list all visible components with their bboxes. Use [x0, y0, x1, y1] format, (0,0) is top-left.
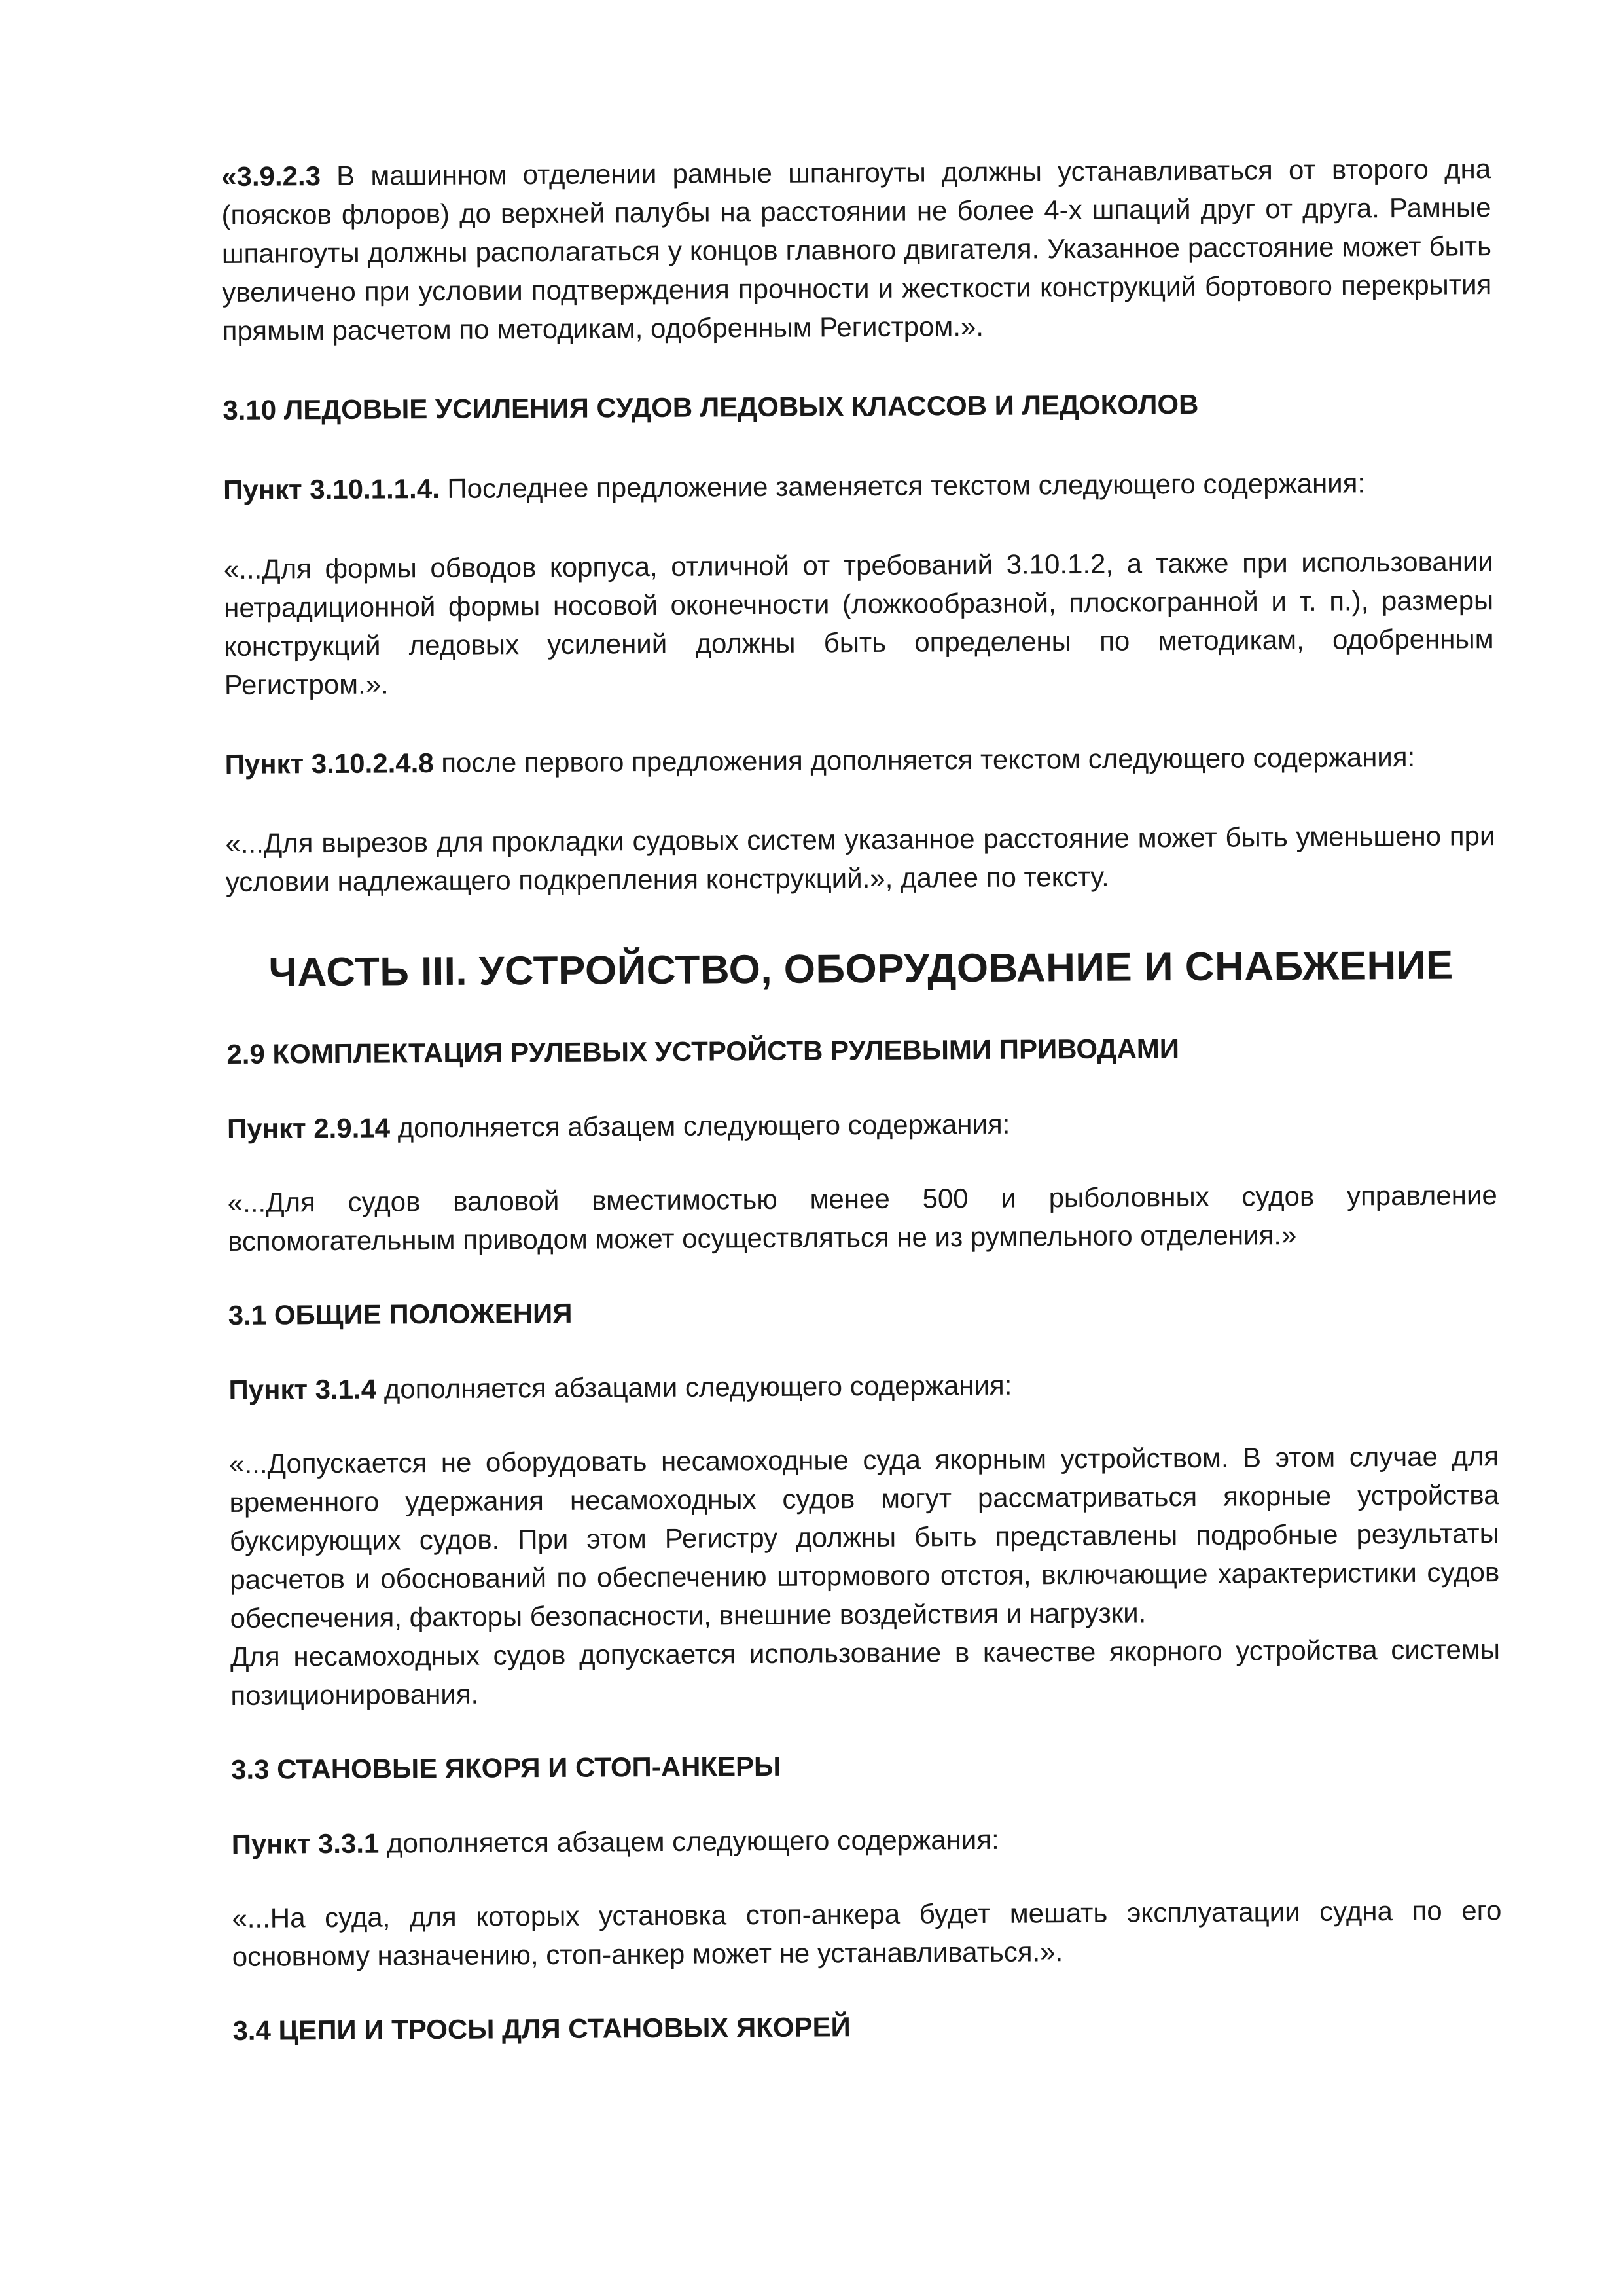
clause-number: Пункт 2.9.14	[226, 1112, 391, 1144]
paragraph-text: В машинном отделении рамные шпангоуты должны устанавливаться от второго дна (поясков флоров) до верхней палубы на расстоянии не более 4-х шпаций друг от друга. Рамные шпангоуты должны располагаться у концов главного двигателя. Указанное расстояние может быть увеличено при условии подтверждения прочности и жесткости конструкций бортового перекрытия прямым расчетом по методикам, одобренным Регистром.».	[221, 153, 1492, 346]
clause-number: Пункт 3.10.1.1.4.	[223, 473, 440, 505]
paragraph-quote-anchor-arrangement: «...Допускается не оборудовать несамоходные суда якорным устройством. В этом случае для временного удержания несамоходных судов могут рассматриваться якорные устройства буксирующих судов. При этом Регистру должны быть представлены подробные результаты расчетов и обоснований по обеспечению штормового отстоя, включающие характеристики судов обеспечения, факторы безопасности, внешние воздействия и нагрузки.	[229, 1441, 1500, 1634]
section-heading-2-9: 2.9 КОМПЛЕКТАЦИЯ РУЛЕВЫХ УСТРОЙСТВ РУЛЕВЫМИ ПРИВОДАМИ	[226, 1033, 1180, 1069]
document-page	[221, 149, 1503, 2051]
paragraph-text: дополняется абзацем следующего содержания:	[379, 1823, 999, 1859]
paragraph-clause-2-9-14	[227, 1102, 1497, 1148]
section-heading-3-1: 3.1 ОБЩИЕ ПОЛОЖЕНИЯ	[228, 1297, 573, 1331]
section-heading-3-3: 3.3 СТАНОВЫЕ ЯКОРЯ И СТОП-АНКЕРЫ	[230, 1750, 781, 1785]
section-heading-3-4: 3.4 ЦЕПИ И ТРОСЫ ДЛЯ СТАНОВЫХ ЯКОРЕЙ	[232, 2011, 851, 2046]
paragraph-text: Последнее предложение заменяется текстом следующего содержания:	[439, 467, 1366, 504]
paragraph-text: после первого предложения дополняется текстом следующего содержания:	[433, 741, 1416, 779]
paragraph-quote-hull-shape: «...Для формы обводов корпуса, отличной от требований 3.10.1.2, а также при использовании нетрадиционной формы носовой оконечности (ложкообразной, плоскогранной и т. п.), размеры конструкций ледовых усилений должны быть определены по методикам, одобренным Регистром.».	[223, 546, 1494, 700]
clause-number: Пункт 3.3.1	[231, 1827, 380, 1859]
part-heading-part-iii: ЧАСТЬ III. УСТРОЙСТВО, ОБОРУДОВАНИЕ И СНАБЖЕНИЕ	[268, 942, 1454, 996]
paragraph-clause-3-1-4	[228, 1363, 1498, 1409]
paragraph-clause-3-10-2-4-8	[224, 737, 1494, 783]
paragraph-3-9-2-3	[221, 149, 1492, 350]
paragraph-text: дополняется абзацами следующего содержания:	[376, 1369, 1012, 1405]
clause-number: Пункт 3.10.2.4.8	[224, 747, 434, 780]
clause-number: Пункт 3.1.4	[228, 1373, 377, 1405]
paragraph-positioning-system: Для несамоходных судов допускается использование в качестве якорного устройства системы позиционирования.	[230, 1634, 1501, 1711]
paragraph-clause-3-3-1	[232, 1817, 1501, 1863]
paragraph-quote-cutouts: «...Для вырезов для прокладки судовых систем указанное расстояние может быть уменьшено при условии надлежащего подкрепления конструкций.», далее по тексту.	[225, 820, 1495, 897]
paragraph-clause-3-10-1-1-4	[223, 463, 1493, 509]
clause-number: «3.9.2.3	[221, 160, 321, 192]
paragraph-text: дополняется абзацем следующего содержания:	[389, 1108, 1010, 1143]
paragraph-quote-stream-anchor: «...На суда, для которых установка стоп-анкера будет мешать эксплуатации судна по его основному назначению, стоп-анкер может не устанавливаться.».	[232, 1895, 1502, 1972]
paragraph-quote-auxiliary-drive: «...Для судов валовой вместимостью менее 500 и рыболовных судов управление вспомогательным приводом может осуществляться не из румпельного отделения.»	[227, 1179, 1497, 1257]
section-heading-3-10: 3.10 ЛЕДОВЫЕ УСИЛЕНИЯ СУДОВ ЛЕДОВЫХ КЛАССОВ И ЛЕДОКОЛОВ	[223, 388, 1199, 425]
